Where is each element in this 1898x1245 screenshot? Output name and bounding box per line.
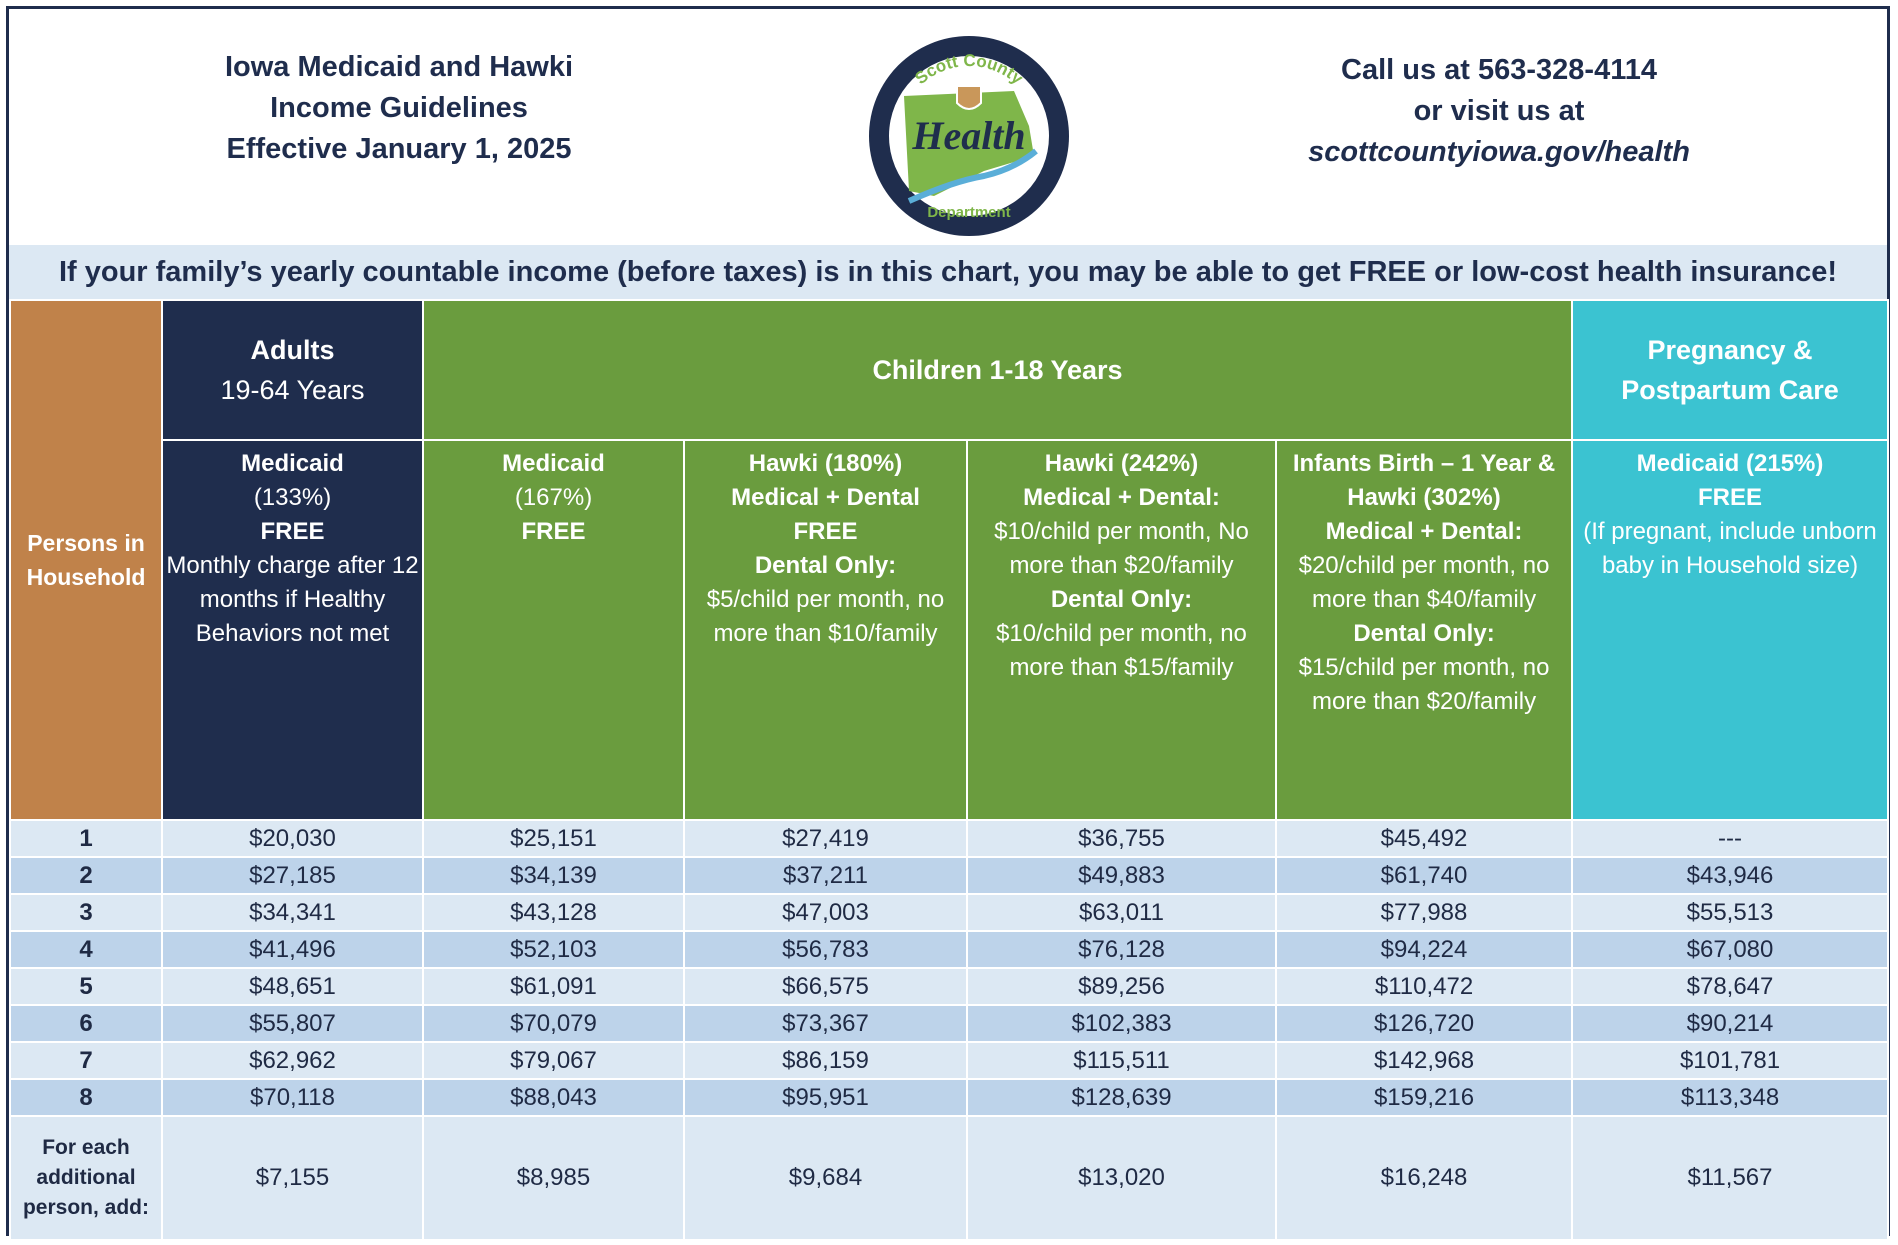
subheader-line: $10/child per month, no more than $15/family	[996, 620, 1247, 681]
table-row	[10, 931, 1888, 968]
income-cell: ---	[1572, 820, 1888, 857]
table-row	[10, 1042, 1888, 1079]
income-cell: $56,783	[684, 931, 967, 968]
income-cell: $55,513	[1572, 894, 1888, 931]
income-cell: $27,185	[162, 857, 423, 894]
income-cell: $89,256	[967, 968, 1276, 1005]
subheader-line: FREE	[1698, 484, 1763, 511]
subheader-line: $5/child per month, no more than $10/family	[706, 586, 945, 647]
income-cell: $76,128	[967, 931, 1276, 968]
contact-line: or visit us at	[1413, 95, 1585, 127]
income-cell: $159,216	[1276, 1079, 1572, 1116]
income-cell: $62,962	[162, 1042, 423, 1079]
subheader-line: Medical + Dental	[731, 484, 920, 511]
income-cell: $77,988	[1276, 894, 1572, 931]
income-cell: $13,020	[967, 1116, 1276, 1240]
flyer-frame	[6, 6, 1890, 1236]
table-row	[10, 968, 1888, 1005]
subheader-line: Dental Only:	[1353, 620, 1495, 647]
hawki-180-subheader	[684, 440, 967, 820]
income-cell: $16,248	[1276, 1116, 1572, 1240]
income-cell: $11,567	[1572, 1116, 1888, 1240]
adults-subtitle: 19-64 Years	[220, 375, 365, 405]
adults-title: Adults	[250, 335, 335, 365]
contact-phone: Call us at 563-328-4114	[1341, 54, 1657, 86]
additional-person-label: For each additional person, add:	[10, 1116, 162, 1240]
income-cell: $37,211	[684, 857, 967, 894]
subheader-line: FREE	[521, 518, 586, 545]
income-cell: $115,511	[967, 1042, 1276, 1079]
contact-block	[1249, 50, 1749, 173]
income-cell: $9,684	[684, 1116, 967, 1240]
income-cell: $102,383	[967, 1005, 1276, 1042]
income-cell: $27,419	[684, 820, 967, 857]
subheader-line: FREE	[260, 518, 325, 545]
income-cell: $61,091	[423, 968, 684, 1005]
title-line: Income Guidelines	[270, 92, 528, 124]
subheader-line: FREE	[793, 518, 858, 545]
header	[9, 9, 1887, 245]
scott-county-health-logo	[864, 31, 1074, 241]
subheader-line: Medicaid (215%)	[1636, 450, 1824, 477]
income-cell: $94,224	[1276, 931, 1572, 968]
logo-top-text: Scott County	[911, 50, 1027, 89]
income-cell: $25,151	[423, 820, 684, 857]
subheader-line: (167%)	[514, 484, 593, 511]
income-cell: $90,214	[1572, 1005, 1888, 1042]
income-cell: $66,575	[684, 968, 967, 1005]
household-size: 2	[10, 857, 162, 894]
subheader-line: $15/child per month, no more than $20/family	[1298, 654, 1550, 715]
household-size: 6	[10, 1005, 162, 1042]
logo-bottom-text: Department	[927, 204, 1011, 221]
additional-person-row	[10, 1116, 1888, 1240]
income-cell: $52,103	[423, 931, 684, 968]
household-size: 7	[10, 1042, 162, 1079]
table-row	[10, 857, 1888, 894]
income-cell: $101,781	[1572, 1042, 1888, 1079]
logo-script-text: Health	[912, 113, 1026, 158]
income-cell: $126,720	[1276, 1005, 1572, 1042]
income-cell: $86,159	[684, 1042, 967, 1079]
persons-header: Persons in Household	[10, 300, 162, 820]
income-cell: $67,080	[1572, 931, 1888, 968]
household-size: 8	[10, 1079, 162, 1116]
income-cell: $88,043	[423, 1079, 684, 1116]
adult-medicaid-subheader	[162, 440, 423, 820]
subheader-line: (133%)	[253, 484, 332, 511]
pregnancy-header	[1572, 300, 1888, 440]
subheader-line: Hawki (180%)	[748, 450, 903, 477]
adults-header	[162, 300, 423, 440]
pregnancy-title: Pregnancy & Postpartum Care	[1621, 335, 1839, 405]
income-cell: $49,883	[967, 857, 1276, 894]
income-cell: $95,951	[684, 1079, 967, 1116]
subheader-line: Hawki (302%)	[1347, 484, 1501, 511]
income-cell: $48,651	[162, 968, 423, 1005]
income-cell: $142,968	[1276, 1042, 1572, 1079]
title-block	[159, 47, 639, 170]
income-cell: $47,003	[684, 894, 967, 931]
income-cell: $34,139	[423, 857, 684, 894]
subheader-line: Monthly charge after 12 months if Healthy Behaviors not met	[166, 552, 419, 647]
table-row	[10, 820, 1888, 857]
income-cell: $113,348	[1572, 1079, 1888, 1116]
table-row	[10, 894, 1888, 931]
income-cell: $70,118	[162, 1079, 423, 1116]
subheader-line: Dental Only:	[1050, 586, 1193, 613]
subheader-line: Medical + Dental:	[1023, 484, 1220, 511]
income-cell: $8,985	[423, 1116, 684, 1240]
children-title: Children 1-18 Years	[872, 355, 1123, 385]
subheader-line: (If pregnant, include unborn baby in Household size)	[1583, 518, 1877, 579]
income-cell: $128,639	[967, 1079, 1276, 1116]
table-row	[10, 1079, 1888, 1116]
income-cell: $43,946	[1572, 857, 1888, 894]
income-cell: $55,807	[162, 1005, 423, 1042]
hawki-242-subheader	[967, 440, 1276, 820]
income-cell: $79,067	[423, 1042, 684, 1079]
income-cell: $34,341	[162, 894, 423, 931]
income-cell: $61,740	[1276, 857, 1572, 894]
household-size: 5	[10, 968, 162, 1005]
subheader-line: Infants Birth – 1 Year &	[1292, 450, 1556, 477]
title-line: Effective January 1, 2025	[226, 133, 572, 165]
title-line: Iowa Medicaid and Hawki	[224, 51, 574, 83]
subheader-line: Dental Only:	[754, 552, 897, 579]
income-cell: $45,492	[1276, 820, 1572, 857]
income-guidelines-table	[9, 299, 1889, 1241]
pregnancy-medicaid-subheader	[1572, 440, 1888, 820]
household-size: 1	[10, 820, 162, 857]
infants-hawki-302-subheader	[1276, 440, 1572, 820]
subheader-line: Hawki (242%)	[1044, 450, 1199, 477]
income-cell: $43,128	[423, 894, 684, 931]
household-size: 4	[10, 931, 162, 968]
subheader-line: Medicaid	[502, 450, 605, 477]
eligibility-banner: If your family’s yearly countable income (before taxes) is in this chart, you may be able to get FREE or low-cost health insurance!	[9, 245, 1887, 299]
child-medicaid-subheader	[423, 440, 684, 820]
table-row	[10, 1005, 1888, 1042]
subheader-line: $20/child per month, no more than $40/family	[1298, 552, 1550, 613]
income-cell: $7,155	[162, 1116, 423, 1240]
subheader-line: Medicaid	[241, 450, 344, 477]
income-cell: $63,011	[967, 894, 1276, 931]
income-cell: $20,030	[162, 820, 423, 857]
income-cell: $78,647	[1572, 968, 1888, 1005]
contact-url[interactable]: scottcountyiowa.gov/health	[1308, 136, 1690, 168]
children-header	[423, 300, 1572, 440]
income-cell: $41,496	[162, 931, 423, 968]
subheader-line: $10/child per month, No more than $20/family	[994, 518, 1249, 579]
income-cell: $73,367	[684, 1005, 967, 1042]
subheader-line: Medical + Dental:	[1325, 518, 1523, 545]
income-cell: $36,755	[967, 820, 1276, 857]
income-cell: $70,079	[423, 1005, 684, 1042]
household-size: 3	[10, 894, 162, 931]
income-cell: $110,472	[1276, 968, 1572, 1005]
